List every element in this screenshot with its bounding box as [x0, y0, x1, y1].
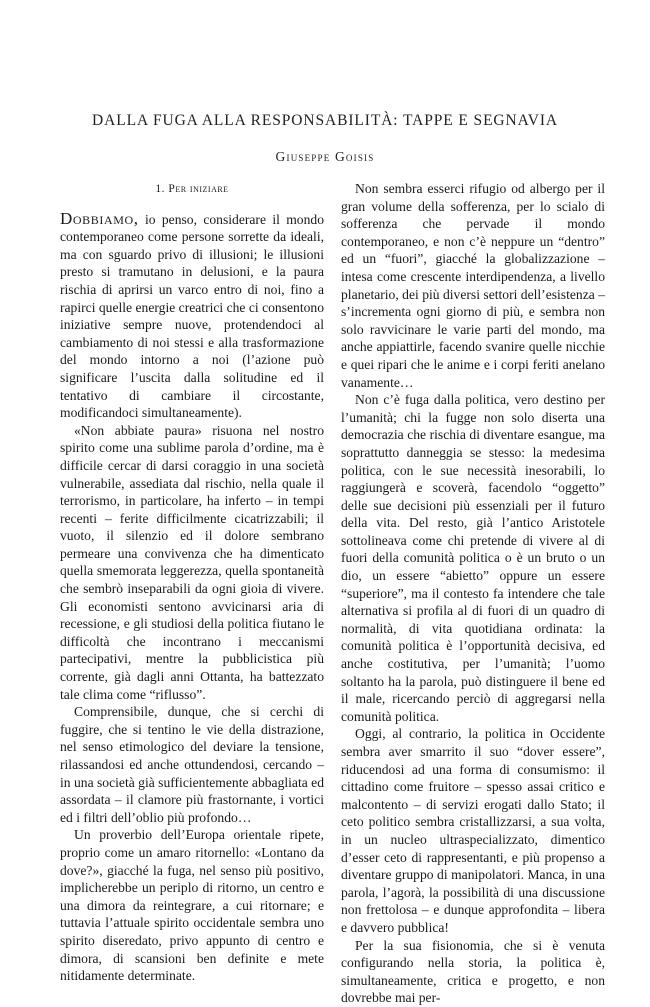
- paragraph: Non c’è fuga dalla politica, vero destino per l’umanità; chi la fugge non solo diserta una democrazia che rischia di diventare esangue, ma soprattutto danneggia se stesso: la medesima politica, con le sue necessità inesorabili, lo raggiungerà e scoverà, facendolo “oggetto” delle sue decisioni più essenziali per il futuro della vita. Del resto, già l’antico Aristotele sottolineava come chi pretende di vivere al di fuori della comunità politica o è un bruto o un dio, un essere “abietto” oppure un essere “superiore”, ma il contesto fa intendere che tale alternativa si profila al di fuori di un quadro di normalità, di vita quotidiana ordinata: la comunità politica è l’opportunità decisiva, ed anche costitutiva, per l’umanità; l’uomo soltanto ha la parola, può distinguere il bene ed il male, ricercando perciò di aggregarsi nella comunità politica.: [341, 392, 605, 724]
- article-title: DALLA FUGA ALLA RESPONSABILITÀ: TAPPE E SEGNAVIA: [92, 112, 558, 129]
- paragraph: Per la sua fisionomia, che si è venuta configurando nella storia, la politica è, simultaneamente, critica e progetto, e non dovrebbe mai per-: [341, 937, 605, 1006]
- section-heading: 1. Per iniziare: [155, 183, 229, 195]
- paragraph: [60, 210, 324, 422]
- paragraph: Non sembra esserci rifugio od albergo per il gran volume della sofferenza, per lo scialo di sofferenza che pervade il mondo contemporaneo, e non c’è neppure un “dentro” ed un “fuori”, giacché la globalizzazione – intesa come crescente interdipendenza, a livello planetario, dei più diversi settori dell’esistenza – s’incrementa ogni giorno di più, e sembra non solo ravvicinare le varie parti del mondo, ma anche appiattirle, facendo svanire quelle nicchie e quei ripari che le anime e i corpi feriti anelano vanamente…: [341, 181, 605, 390]
- paragraph: Un proverbio dell’Europa orientale ripete, proprio come un amaro ritornello: «Lontano da dove?», giacché la fuga, nel senso più positivo, implicherebbe un periplo di ritorno, un centro e una dimora da reintegrare, a cui ritornare; e tuttavia l’attuale spirito occidentale sembra uno spirito diseredato, privo appunto di centro e dimora, di scansioni ben definite e mete nitidamente determinate.: [60, 827, 324, 984]
- paragraph: Comprensibile, dunque, che si cerchi di fuggire, che si tentino le vie della distrazione, nel senso etimologico del deviare la tensione, rilassandosi ed anche ottundendosi, cercando – in una società già sufficientemente abbagliata ed assordata – il clamore più frastornante, i vortici ed i filtri dell’oblio più profondo…: [60, 704, 324, 825]
- article-author: Giuseppe Goisis: [275, 149, 375, 164]
- paragraph-text: io penso, considerare il mondo contemporaneo come persone sorrette da ideali, ma con sguardo privo di illusioni; le illusioni presto si tramutano in delusioni, e la paura rischia di aprirsi un varco entro di noi, fino a rapirci quelle energie creatrici che ci consentono iniziative sempre nuove, protendendoci al cambiamento di noi stessi e alla trasformazione del mondo intorno a noi (l’azione può significare l’uscita dalla solitudine ed il tentativo di cambiare il circostante, modificandoci simultaneamente).: [60, 211, 324, 421]
- paragraph-lead-word: Dobbiamo,: [60, 208, 139, 228]
- paragraph: Oggi, al contrario, la politica in Occidente sembra aver smarrito il suo “dover essere”, riducendosi ad una forma di consumismo: il cittadino come fruitore – spesso assai critico e malcontento – di servizi erogati dallo Stato; il ceto politico sembra cristallizzarsi, a sua volta, in un nucleo ultraspecializzato, dimentico d’esser ceto di rappresentanti, e più propenso a diventare gruppo di manipolatori. Manca, in una parola, l’agorà, la possibilità di una discussione non frettolosa – e dunque approfondita – libera e davvero pubblica!: [341, 726, 605, 935]
- right-column: [341, 180, 605, 1007]
- paragraph: «Non abbiate paura» risuona nel nostro spirito come una sublime parola d’ordine, ma è difficile cercar di darsi coraggio in una società vulnerabile, assediata dal rischio, nella quale il terrorismo, in particolare, ha inferto – in tempi recenti – ferite difficilmente cicatrizzabili; il vuoto, il silenzio ed il dolore sembrano permeare una convivenza che ha dimenticato quella smemorata leggerezza, quella spontaneità che sembrò inseparabili da ogni gioia di vivere. Gli economisti sentono avvicinarsi aria di recessione, e gli studiosi della politica fiutano le difficoltà che incontrano i meccanismi partecipativi, mentre la pubblicistica più corrente, già dagli anni Ottanta, ha battezzato tale clima come “riflusso”.: [60, 422, 324, 702]
- left-column: [60, 180, 324, 985]
